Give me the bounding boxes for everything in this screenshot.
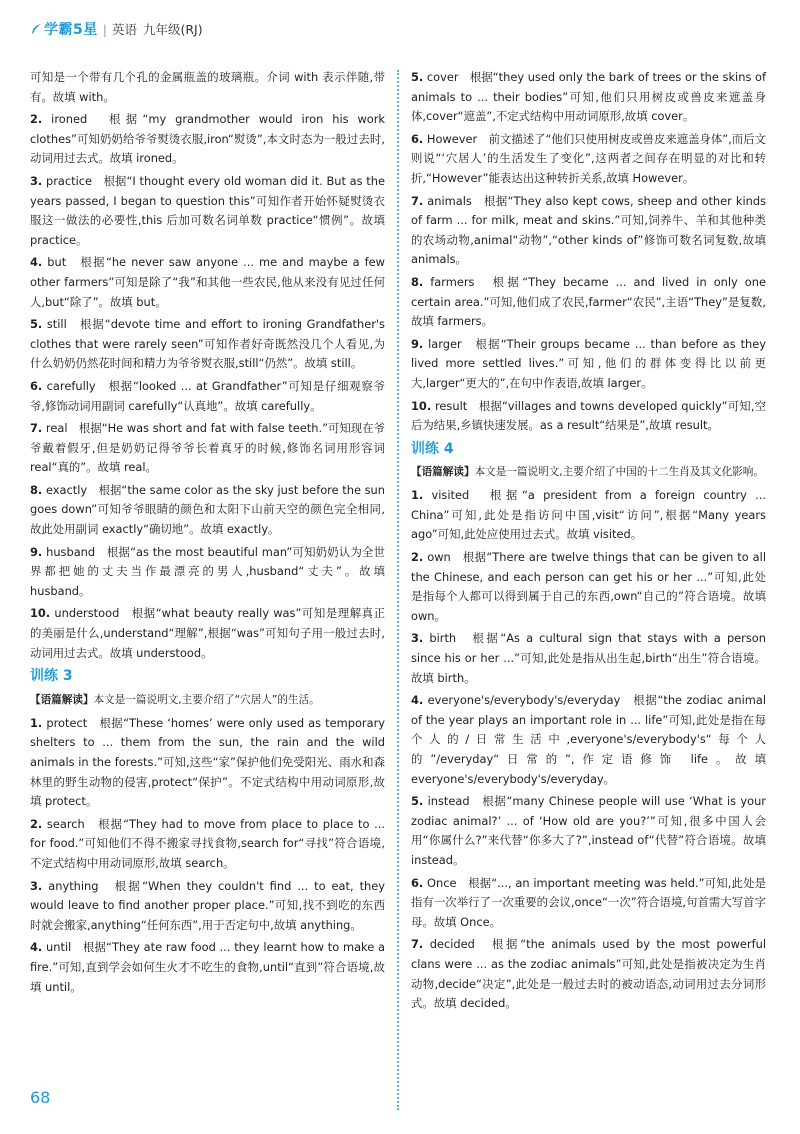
item-number: 3.	[30, 878, 43, 893]
item-text: birth 根据“As a cultural sign that stays with a person since his or her ...”可知,此处是指从出生起,birth“出生”符合语境。故填 birth。	[411, 631, 766, 685]
item-text: instead 根据“many Chinese people will use ‘What is your zodiac animal?’ ... of ‘How old are you?’”可知,很多中国人会用“你属什么?”来代替“你多大了?”,instead of“代替”符合语境。故填 instead。	[411, 794, 766, 867]
answer-item	[30, 253, 385, 312]
item-text: decided 根据“the animals used by the most powerful clans were ... as the zodiac animals”可知,此处是指被决定为生肖动物,decide“决定”,此处是一般过去时的被动语态,动词用过去分词形式。故填 decided。	[411, 937, 767, 1011]
item-text: Once 根据“..., an important meeting was held.”可知,此处是指有一次举行了一次重要的会议,once“一次”符合语境,句首需大写首字母。故填 Once。	[411, 875, 767, 929]
right-column	[411, 68, 766, 1017]
item-number: 8.	[30, 482, 43, 497]
answer-item	[411, 874, 766, 933]
answer-item	[30, 481, 385, 540]
item-number: 8.	[411, 274, 424, 289]
item-number: 2.	[30, 112, 43, 127]
answer-list	[411, 68, 766, 436]
item-text: but 根据“he never saw anyone ... me and maybe a few other farmers”可知是除了“我”和其他一些农民,他从来没有见过任何人,but“除了”。故填 but。	[30, 255, 385, 309]
answer-item	[30, 419, 385, 478]
answer-item	[411, 192, 766, 270]
item-number: 5.	[30, 317, 43, 332]
answer-item	[30, 938, 385, 997]
item-number: 7.	[411, 193, 424, 208]
item-number: 5.	[411, 70, 424, 84]
answer-item	[30, 815, 385, 874]
answer-item	[30, 714, 385, 812]
answer-item	[411, 68, 766, 127]
answer-item	[411, 629, 766, 688]
brand-name: 学霸5星	[44, 22, 98, 38]
answer-item	[411, 335, 766, 394]
grade-label: 九年级(RJ)	[142, 22, 203, 37]
item-text: ironed 根据“my grandmother would iron his work clothes”可知奶奶给爷爷熨烫衣服,iron“熨烫”,本文时态为一般过去时,动词用过去式。故填 ironed。	[30, 112, 386, 166]
discourse-intro	[30, 691, 385, 710]
answer-item	[411, 935, 766, 1013]
item-number: 2.	[30, 816, 43, 831]
answer-item	[411, 548, 766, 626]
item-text: farmers 根据“They became ... and lived in only one certain area.”可知,他们成了农民,farmer“农民”,主语“They”是复数,故填 farmers。	[411, 274, 766, 329]
answer-list	[411, 486, 766, 1013]
item-text: cover 根据“they used only the bark of trees or the skins of animals to ... their bodies”可知,他们只用树皮或兽皮来遮盖身体,cover“遮盖”,不定式结构中用动词原形,故填 cover。	[411, 70, 766, 124]
subject-label: 英语	[111, 22, 137, 37]
answer-item	[30, 877, 385, 936]
item-number: 6.	[411, 875, 424, 890]
item-number: 7.	[411, 937, 424, 952]
item-text: practice 根据“I thought every old woman did it. But as the years passed, I began to question this”可知作者开始怀疑熨烫衣服这一做法的必要性,this 后加可数名词单数 practice“惯例”。故填 practice。	[30, 173, 385, 247]
item-number: 9.	[411, 336, 424, 351]
answer-item	[411, 691, 766, 789]
left-column	[30, 68, 385, 1000]
item-number: 6.	[411, 131, 424, 146]
item-number: 6.	[30, 378, 43, 393]
intro-label: 【语篇解读】	[30, 693, 94, 706]
item-text: result 根据“villages and towns developed quickly”可知,空后为结果,乡镇快速发展。as a result“结果是”,故填 result。	[411, 398, 766, 433]
item-text: still 根据“devote time and effort to ironing Grandfather's clothes that were rarely seen”可知作者好奇既然没几个人看见,为什么奶奶仍然花时间和精力为爷爷熨衣服,still“仍然”。故填 still。	[30, 317, 385, 371]
answer-item	[411, 130, 766, 189]
page-header	[30, 18, 209, 40]
item-number: 10.	[411, 398, 432, 413]
item-text: However 前文描述了“他们只使用树皮或兽皮来遮盖身体”,而后文则说“‘穴居人’的生活发生了变化”,这两者之间存在明显的对比和转折,“However”能表达出这种转折关系,故填 However。	[411, 131, 766, 185]
item-text: husband 根据“as the most beautiful man”可知奶奶认为全世界都把她的丈夫当作最漂亮的男人,husband“丈夫”。故填 husband。	[30, 544, 386, 598]
item-text: everyone's/everybody's/everyday 根据“the zodiac animal of the year plays an important role in ... life”可知,此处是指在每个人的/日常生活中,everyone's/everybody's“每个人的”/everyday“日常的”,作定语修饰 life。故填 everyone's/everybody's/everyday。	[411, 693, 766, 786]
item-number: 4.	[30, 255, 43, 270]
intro-label: 【语篇解读】	[411, 466, 475, 479]
intro-text: 本文是一篇说明文,主要介绍了“穴居人”的生活。	[93, 693, 320, 706]
item-text: protect 根据“These ‘homes’ were only used as temporary shelters to ... them from the sun, the rain and the wild animals in the forests.”可知,这些“家”保护他们免受阳光、雨水和森林里的野生动物的侵害,protect“保护”。不定式结构中用动词原形,故填 protect。	[30, 715, 386, 809]
answer-item	[411, 273, 766, 332]
item-number: 4.	[411, 693, 424, 708]
answer-item	[30, 110, 385, 169]
header-separator: |	[102, 21, 107, 37]
item-number: 1.	[30, 715, 43, 730]
item-number: 4.	[30, 940, 43, 955]
item-number: 7.	[30, 421, 43, 436]
answer-list	[30, 714, 385, 997]
section-title-4: 训练 4	[411, 440, 454, 457]
brand-logo	[30, 19, 98, 39]
item-number: 10.	[30, 606, 51, 621]
item-number: 3.	[411, 631, 424, 646]
answer-item	[411, 792, 766, 870]
answer-item	[30, 315, 385, 374]
item-number: 9.	[30, 544, 43, 559]
item-text: carefully 根据“looked ... at Grandfather”可知是仔细观察爷爷,修饰动词用副词 carefully“认真地”。故填 carefully。	[30, 378, 385, 413]
item-number: 5.	[411, 794, 424, 809]
page-number: 68	[30, 1088, 51, 1107]
section-title-3: 训练 3	[30, 668, 73, 685]
item-text: search 根据“They had to move from place to place to ... for food.”可知他们不得不搬家寻找食物,search for“寻找”符合语境,不定式结构中用动词原形,故填 search。	[30, 816, 385, 870]
item-number: 1.	[411, 488, 424, 503]
item-text: anything 根据“When they couldn't find ... to eat, they would leave to find another proper place.”可知,找不到吃的东西时就会搬家,anything“任何东西”,用于否定句中,故填 anything。	[30, 878, 385, 932]
answer-item	[30, 604, 385, 663]
item-number: 3.	[30, 173, 43, 188]
answer-item	[411, 397, 766, 436]
discourse-intro	[411, 463, 766, 482]
item-text: animals 根据“They also kept cows, sheep and other kinds of farm ... for milk, meat and skins.”可知,饲养牛、羊和其他种类的农场动物,animal“动物”,“other kinds of”修饰可数名词复数,故填 animals。	[411, 193, 767, 267]
item-text: until 根据“They ate raw food ... they learnt how to make a fire.”可知,直到学会如何生火才不吃生的食物,until“直到”符合语境,故填 until。	[30, 940, 385, 994]
item-text: understood 根据“what beauty really was”可知是理解真正的美丽是什么,understand“理解”,根据“was”可知句子用一般过去时,动词用过去式。故填 understood。	[30, 606, 385, 660]
item-number: 2.	[411, 550, 424, 565]
intro-text: 本文是一篇说明文,主要介绍了中国的十二生肖及其文化影响。	[474, 466, 764, 479]
column-divider	[397, 70, 399, 1110]
item-text: real 根据“He was short and fat with false teeth.”可知现在爷爷戴着假牙,但是奶奶记得爷爷长着真牙的时候,修饰名词用形容词 real“真的”。故填 real。	[30, 421, 385, 475]
answer-list	[30, 110, 385, 663]
continued-text: 可知是一个带有几个孔的金属瓶盖的玻璃瓶。介词 with 表示伴随,带有。故填 with。	[30, 70, 385, 104]
feather-icon	[30, 23, 42, 35]
answer-item	[30, 543, 385, 602]
item-text: exactly 根据“the same color as the sky just before the sun goes down”可知爷爷眼睛的颜色和太阳下山前天空的颜色完全相同,故此处用副词 exactly“确切地”。故填 exactly。	[30, 482, 385, 537]
answer-item	[411, 486, 766, 545]
item-text: visited 根据“a president from a foreign country ... China”可知,此处是指访问中国,visit“访问”,根据“Many years ago”可知,此处应使用过去式。故填 visited。	[411, 488, 767, 542]
item-text: own 根据“There are twelve things that can be given to all the Chinese, and each person can get his or her ...”可知,此处是指每个人都可以得到属于自己的东西,own“自己的”符合语境。故填 own。	[411, 550, 766, 623]
answer-item	[30, 172, 385, 250]
item-text: larger 根据“Their groups became ... than before as they lived more settled lives.”可知,他们的群体变得比以前更大,larger“更大的”,在句中作表语,故填 larger。	[411, 336, 767, 390]
answer-item	[30, 377, 385, 416]
